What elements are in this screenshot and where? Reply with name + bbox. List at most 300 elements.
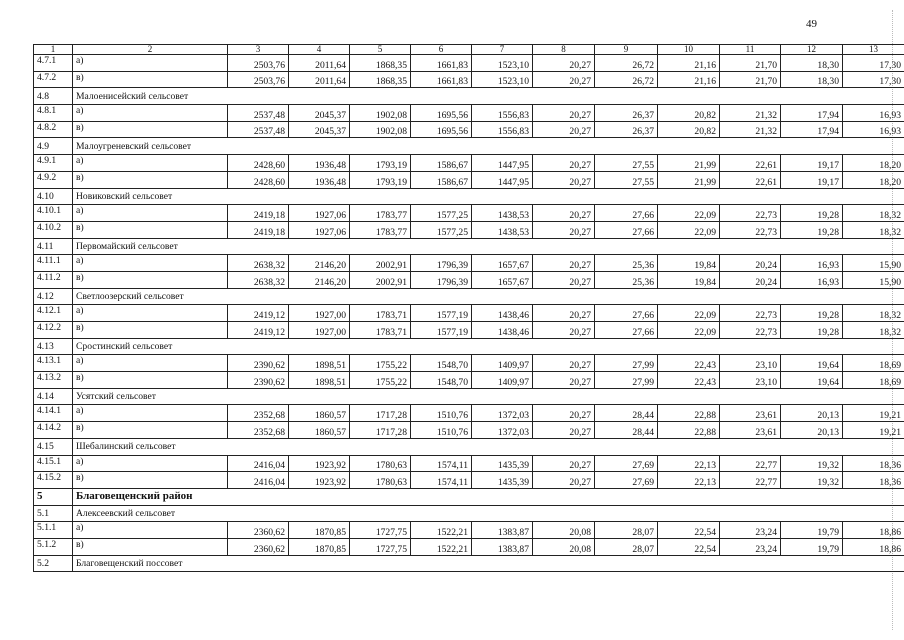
value-cell: 27,69 (595, 472, 658, 489)
header-cell: 7 (472, 45, 533, 55)
value-cell: 18,69 (843, 355, 904, 372)
value-cell: 22,88 (658, 422, 720, 439)
row-label: а) (73, 155, 228, 172)
value-cell: 1783,71 (350, 322, 411, 339)
value-cell: 18,86 (843, 522, 904, 539)
value-cell: 17,30 (843, 55, 904, 72)
value-cell: 17,94 (781, 121, 843, 138)
value-cell: 20,27 (533, 221, 595, 238)
section-title: Благовещенский поссовет (73, 555, 904, 572)
row-code: 5 (34, 488, 73, 505)
value-cell: 1902,08 (350, 121, 411, 138)
row-code: 4.14.2 (34, 422, 73, 439)
value-cell: 18,30 (781, 71, 843, 88)
value-cell: 22,09 (658, 322, 720, 339)
table-row (34, 55, 904, 72)
section-row (34, 555, 904, 572)
value-cell: 22,09 (658, 221, 720, 238)
page-number: 49 (806, 18, 817, 30)
value-cell: 18,32 (843, 305, 904, 322)
row-code: 4.10.2 (34, 221, 73, 238)
row-code: 5.2 (34, 555, 73, 572)
value-cell: 1923,92 (289, 455, 350, 472)
value-cell: 20,27 (533, 105, 595, 122)
row-label: в) (73, 71, 228, 88)
row-code: 4.7.2 (34, 71, 73, 88)
table-row (34, 405, 904, 422)
value-cell: 1574,11 (411, 472, 472, 489)
value-cell: 1780,63 (350, 455, 411, 472)
value-cell: 19,21 (843, 422, 904, 439)
header-cell: 13 (843, 45, 904, 55)
table-row (34, 105, 904, 122)
row-code: 4.11 (34, 238, 73, 255)
value-cell: 2390,62 (228, 372, 289, 389)
value-cell: 1796,39 (411, 255, 472, 272)
value-cell: 2503,76 (228, 71, 289, 88)
value-cell: 1717,28 (350, 422, 411, 439)
value-cell: 21,16 (658, 71, 720, 88)
value-cell: 1755,22 (350, 355, 411, 372)
section-row (34, 388, 904, 405)
value-cell: 2638,32 (228, 255, 289, 272)
row-label: а) (73, 255, 228, 272)
value-cell: 1435,39 (472, 472, 533, 489)
section-title: Новиковский сельсовет (73, 188, 904, 205)
row-code: 4.9.1 (34, 155, 73, 172)
value-cell: 27,99 (595, 372, 658, 389)
value-cell: 1898,51 (289, 372, 350, 389)
value-cell: 20,27 (533, 71, 595, 88)
table-row (34, 538, 904, 555)
value-cell: 1927,00 (289, 305, 350, 322)
tariff-table (33, 44, 904, 572)
value-cell: 1783,77 (350, 205, 411, 222)
value-cell: 1586,67 (411, 155, 472, 172)
value-cell: 1657,67 (472, 271, 533, 288)
value-cell: 16,93 (843, 121, 904, 138)
value-cell: 19,17 (781, 171, 843, 188)
value-cell: 27,66 (595, 205, 658, 222)
value-cell: 18,20 (843, 171, 904, 188)
value-cell: 2416,04 (228, 472, 289, 489)
value-cell: 18,69 (843, 372, 904, 389)
value-cell: 1927,06 (289, 221, 350, 238)
value-cell: 1409,97 (472, 372, 533, 389)
value-cell: 22,09 (658, 205, 720, 222)
row-label: в) (73, 271, 228, 288)
section-row (34, 505, 904, 522)
table-row (34, 305, 904, 322)
value-cell: 2045,37 (289, 121, 350, 138)
table-row (34, 355, 904, 372)
value-cell: 26,72 (595, 55, 658, 72)
value-cell: 1695,56 (411, 121, 472, 138)
value-cell: 20,08 (533, 538, 595, 555)
row-label: а) (73, 455, 228, 472)
value-cell: 19,64 (781, 372, 843, 389)
value-cell: 19,79 (781, 538, 843, 555)
value-cell: 27,66 (595, 305, 658, 322)
value-cell: 18,30 (781, 55, 843, 72)
value-cell: 23,24 (720, 538, 781, 555)
section-title: Шебалинский сельсовет (73, 438, 904, 455)
row-label: в) (73, 472, 228, 489)
value-cell: 20,27 (533, 372, 595, 389)
value-cell: 20,08 (533, 522, 595, 539)
header-cell: 9 (595, 45, 658, 55)
value-cell: 20,24 (720, 255, 781, 272)
value-cell: 20,27 (533, 455, 595, 472)
value-cell: 20,27 (533, 472, 595, 489)
value-cell: 27,55 (595, 155, 658, 172)
section-row (34, 338, 904, 355)
value-cell: 20,27 (533, 271, 595, 288)
header-cell: 3 (228, 45, 289, 55)
value-cell: 1727,75 (350, 522, 411, 539)
value-cell: 18,32 (843, 322, 904, 339)
section-row (34, 138, 904, 155)
value-cell: 18,36 (843, 455, 904, 472)
value-cell: 19,84 (658, 255, 720, 272)
table-row (34, 121, 904, 138)
value-cell: 22,54 (658, 538, 720, 555)
value-cell: 2002,91 (350, 255, 411, 272)
header-cell: 5 (350, 45, 411, 55)
header-cell: 4 (289, 45, 350, 55)
section-title: Светлоозерский сельсовет (73, 288, 904, 305)
row-code: 4.13 (34, 338, 73, 355)
value-cell: 22,43 (658, 355, 720, 372)
value-cell: 26,37 (595, 105, 658, 122)
row-code: 4.13.1 (34, 355, 73, 372)
value-cell: 1661,83 (411, 71, 472, 88)
section-title: Малоугреневский сельсовет (73, 138, 904, 155)
value-cell: 18,32 (843, 221, 904, 238)
value-cell: 1755,22 (350, 372, 411, 389)
value-cell: 1783,71 (350, 305, 411, 322)
value-cell: 23,24 (720, 522, 781, 539)
value-cell: 2419,18 (228, 205, 289, 222)
value-cell: 1510,76 (411, 422, 472, 439)
value-cell: 23,61 (720, 405, 781, 422)
value-cell: 20,27 (533, 171, 595, 188)
value-cell: 1870,85 (289, 538, 350, 555)
value-cell: 27,99 (595, 355, 658, 372)
row-label: а) (73, 105, 228, 122)
row-code: 5.1 (34, 505, 73, 522)
table-row (34, 205, 904, 222)
value-cell: 23,10 (720, 355, 781, 372)
value-cell: 18,32 (843, 205, 904, 222)
table-row (34, 522, 904, 539)
row-code: 4.15.1 (34, 455, 73, 472)
value-cell: 20,13 (781, 405, 843, 422)
row-code: 4.7.1 (34, 55, 73, 72)
value-cell: 21,32 (720, 105, 781, 122)
value-cell: 1556,83 (472, 105, 533, 122)
value-cell: 22,73 (720, 305, 781, 322)
value-cell: 1586,67 (411, 171, 472, 188)
value-cell: 16,93 (843, 105, 904, 122)
row-label: в) (73, 322, 228, 339)
value-cell: 2352,68 (228, 422, 289, 439)
value-cell: 2428,60 (228, 171, 289, 188)
table-row (34, 221, 904, 238)
value-cell: 1447,95 (472, 155, 533, 172)
table-row (34, 322, 904, 339)
header-cell: 11 (720, 45, 781, 55)
value-cell: 1556,83 (472, 121, 533, 138)
value-cell: 1793,19 (350, 155, 411, 172)
header-cell: 10 (658, 45, 720, 55)
value-cell: 15,90 (843, 255, 904, 272)
value-cell: 22,77 (720, 472, 781, 489)
value-cell: 22,61 (720, 171, 781, 188)
value-cell: 2419,12 (228, 322, 289, 339)
value-cell: 1523,10 (472, 55, 533, 72)
section-title: Усятский сельсовет (73, 388, 904, 405)
district-row (34, 488, 904, 505)
value-cell: 20,27 (533, 322, 595, 339)
value-cell: 15,90 (843, 271, 904, 288)
value-cell: 22,73 (720, 322, 781, 339)
value-cell: 2360,62 (228, 522, 289, 539)
value-cell: 1523,10 (472, 71, 533, 88)
value-cell: 1783,77 (350, 221, 411, 238)
table-row (34, 71, 904, 88)
value-cell: 19,84 (658, 271, 720, 288)
value-cell: 1577,25 (411, 205, 472, 222)
value-cell: 20,82 (658, 105, 720, 122)
table-row (34, 372, 904, 389)
value-cell: 26,72 (595, 71, 658, 88)
value-cell: 16,93 (781, 255, 843, 272)
value-cell: 1372,03 (472, 422, 533, 439)
value-cell: 1695,56 (411, 105, 472, 122)
value-cell: 25,36 (595, 255, 658, 272)
district-title: Благовещенский район (73, 488, 904, 505)
value-cell: 22,61 (720, 155, 781, 172)
row-code: 4.10 (34, 188, 73, 205)
value-cell: 22,88 (658, 405, 720, 422)
value-cell: 23,10 (720, 372, 781, 389)
value-cell: 1923,92 (289, 472, 350, 489)
value-cell: 1577,25 (411, 221, 472, 238)
section-row (34, 238, 904, 255)
row-label: в) (73, 422, 228, 439)
value-cell: 20,27 (533, 155, 595, 172)
value-cell: 22,43 (658, 372, 720, 389)
row-code: 4.9.2 (34, 171, 73, 188)
value-cell: 1902,08 (350, 105, 411, 122)
value-cell: 1793,19 (350, 171, 411, 188)
value-cell: 2537,48 (228, 121, 289, 138)
value-cell: 20,24 (720, 271, 781, 288)
row-code: 4.13.2 (34, 372, 73, 389)
table-row (34, 472, 904, 489)
value-cell: 1936,48 (289, 155, 350, 172)
row-code: 4.10.1 (34, 205, 73, 222)
value-cell: 1860,57 (289, 405, 350, 422)
table-row (34, 171, 904, 188)
row-code: 5.1.2 (34, 538, 73, 555)
row-code: 4.9 (34, 138, 73, 155)
value-cell: 22,13 (658, 455, 720, 472)
row-code: 4.12.2 (34, 322, 73, 339)
value-cell: 1661,83 (411, 55, 472, 72)
value-cell: 2360,62 (228, 538, 289, 555)
section-title: Малоенисейский сельсовет (73, 88, 904, 105)
value-cell: 21,70 (720, 71, 781, 88)
value-cell: 1717,28 (350, 405, 411, 422)
value-cell: 18,20 (843, 155, 904, 172)
value-cell: 22,73 (720, 205, 781, 222)
header-cell: 2 (73, 45, 228, 55)
value-cell: 21,32 (720, 121, 781, 138)
value-cell: 1780,63 (350, 472, 411, 489)
value-cell: 21,99 (658, 155, 720, 172)
row-code: 4.14 (34, 388, 73, 405)
value-cell: 16,93 (781, 271, 843, 288)
value-cell: 2002,91 (350, 271, 411, 288)
row-label: в) (73, 171, 228, 188)
value-cell: 2045,37 (289, 105, 350, 122)
value-cell: 2419,18 (228, 221, 289, 238)
value-cell: 1927,06 (289, 205, 350, 222)
row-label: а) (73, 205, 228, 222)
value-cell: 25,36 (595, 271, 658, 288)
value-cell: 1577,19 (411, 322, 472, 339)
value-cell: 20,27 (533, 405, 595, 422)
value-cell: 17,30 (843, 71, 904, 88)
header-cell: 1 (34, 45, 73, 55)
value-cell: 28,07 (595, 522, 658, 539)
value-cell: 2390,62 (228, 355, 289, 372)
row-code: 4.15.2 (34, 472, 73, 489)
header-row (34, 45, 904, 55)
value-cell: 28,07 (595, 538, 658, 555)
value-cell: 26,37 (595, 121, 658, 138)
value-cell: 1898,51 (289, 355, 350, 372)
value-cell: 2352,68 (228, 405, 289, 422)
section-title: Алексеевский сельсовет (73, 505, 904, 522)
value-cell: 1409,97 (472, 355, 533, 372)
row-code: 4.12.1 (34, 305, 73, 322)
value-cell: 1383,87 (472, 522, 533, 539)
row-label: а) (73, 55, 228, 72)
row-code: 4.11.1 (34, 255, 73, 272)
value-cell: 1868,35 (350, 71, 411, 88)
value-cell: 19,32 (781, 455, 843, 472)
value-cell: 1727,75 (350, 538, 411, 555)
row-code: 4.8 (34, 88, 73, 105)
table-row (34, 155, 904, 172)
value-cell: 2011,64 (289, 71, 350, 88)
value-cell: 19,28 (781, 305, 843, 322)
value-cell: 20,13 (781, 422, 843, 439)
row-label: в) (73, 372, 228, 389)
value-cell: 19,21 (843, 405, 904, 422)
section-title: Сростинский сельсовет (73, 338, 904, 355)
value-cell: 1522,21 (411, 538, 472, 555)
value-cell: 20,27 (533, 305, 595, 322)
value-cell: 19,79 (781, 522, 843, 539)
value-cell: 22,77 (720, 455, 781, 472)
value-cell: 1936,48 (289, 171, 350, 188)
section-row (34, 188, 904, 205)
header-cell: 6 (411, 45, 472, 55)
value-cell: 2011,64 (289, 55, 350, 72)
value-cell: 20,27 (533, 205, 595, 222)
table-row (34, 271, 904, 288)
row-label: а) (73, 305, 228, 322)
value-cell: 21,16 (658, 55, 720, 72)
table-row (34, 255, 904, 272)
value-cell: 1927,00 (289, 322, 350, 339)
value-cell: 20,27 (533, 255, 595, 272)
value-cell: 18,36 (843, 472, 904, 489)
value-cell: 21,99 (658, 171, 720, 188)
row-code: 4.11.2 (34, 271, 73, 288)
value-cell: 1438,46 (472, 305, 533, 322)
value-cell: 28,44 (595, 422, 658, 439)
value-cell: 19,28 (781, 322, 843, 339)
row-label: а) (73, 355, 228, 372)
value-cell: 2503,76 (228, 55, 289, 72)
value-cell: 23,61 (720, 422, 781, 439)
value-cell: 1577,19 (411, 305, 472, 322)
value-cell: 1657,67 (472, 255, 533, 272)
value-cell: 2638,32 (228, 271, 289, 288)
row-code: 5.1.1 (34, 522, 73, 539)
value-cell: 19,32 (781, 472, 843, 489)
value-cell: 27,55 (595, 171, 658, 188)
value-cell: 1447,95 (472, 171, 533, 188)
value-cell: 1510,76 (411, 405, 472, 422)
row-label: а) (73, 522, 228, 539)
value-cell: 28,44 (595, 405, 658, 422)
value-cell: 1868,35 (350, 55, 411, 72)
value-cell: 2146,20 (289, 271, 350, 288)
value-cell: 1870,85 (289, 522, 350, 539)
value-cell: 2419,12 (228, 305, 289, 322)
value-cell: 19,64 (781, 355, 843, 372)
value-cell: 2416,04 (228, 455, 289, 472)
row-code: 4.8.2 (34, 121, 73, 138)
value-cell: 20,82 (658, 121, 720, 138)
value-cell: 2428,60 (228, 155, 289, 172)
value-cell: 22,13 (658, 472, 720, 489)
value-cell: 1574,11 (411, 455, 472, 472)
value-cell: 1438,53 (472, 205, 533, 222)
value-cell: 27,69 (595, 455, 658, 472)
section-title: Первомайский сельсовет (73, 238, 904, 255)
value-cell: 22,54 (658, 522, 720, 539)
row-code: 4.15 (34, 438, 73, 455)
value-cell: 20,27 (533, 355, 595, 372)
value-cell: 19,28 (781, 205, 843, 222)
value-cell: 22,09 (658, 305, 720, 322)
value-cell: 17,94 (781, 105, 843, 122)
value-cell: 21,70 (720, 55, 781, 72)
table-row (34, 455, 904, 472)
section-row (34, 288, 904, 305)
value-cell: 1383,87 (472, 538, 533, 555)
row-label: в) (73, 538, 228, 555)
value-cell: 1522,21 (411, 522, 472, 539)
row-label: а) (73, 405, 228, 422)
